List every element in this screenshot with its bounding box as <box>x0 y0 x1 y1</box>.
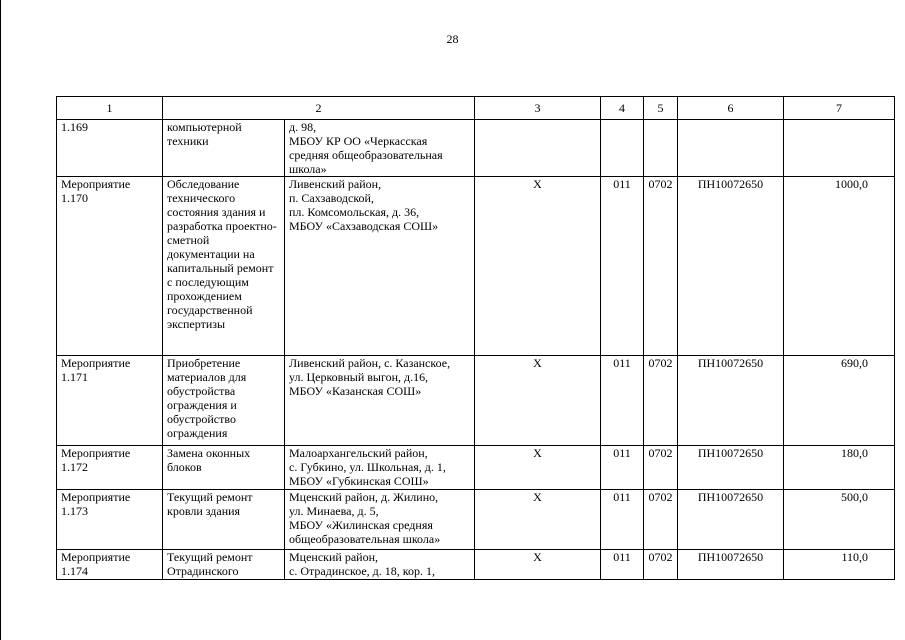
header-col-6: 6 <box>678 97 784 120</box>
table-row <box>57 356 895 446</box>
table-row <box>57 490 895 550</box>
row-col-4: 011 <box>601 177 644 356</box>
row-col-7: 180,0 <box>784 446 895 490</box>
row-col-5: 0702 <box>644 490 678 550</box>
row-col-6: ПН10072650 <box>678 356 784 446</box>
row-col-7: 1000,0 <box>784 177 895 356</box>
row-col-7: 500,0 <box>784 490 895 550</box>
measures-table <box>56 96 895 580</box>
row-col-6: ПН10072650 <box>678 490 784 550</box>
header-col-3: 3 <box>475 97 601 120</box>
row-col-4: 011 <box>601 550 644 580</box>
row-col-6: ПН10072650 <box>678 446 784 490</box>
page-left-edge <box>0 0 1 640</box>
row-name: Приобретение материалов для обустройства ограждения и обустройство ограждения <box>163 356 285 446</box>
table-row <box>57 120 895 177</box>
row-location: Ливенский район, п. Сахзаводской, пл. Комсомольская, д. 36, МБОУ «Сахзаводская СОШ» <box>285 177 475 356</box>
row-col-5 <box>644 120 678 177</box>
row-col-4: 011 <box>601 356 644 446</box>
row-id: Мероприятие 1.173 <box>57 490 163 550</box>
row-location: д. 98, МБОУ КР ОО «Черкасская средняя общеобразовательная школа» <box>285 120 475 177</box>
row-col-7: 110,0 <box>784 550 895 580</box>
row-col-5: 0702 <box>644 356 678 446</box>
row-name: Обследование технического состояния здания и разработка проектно-сметной документации на капитальный ремонт с последующим прохождением государственной экспертизы <box>163 177 285 356</box>
row-col-6: ПН10072650 <box>678 550 784 580</box>
row-col-6: ПН10072650 <box>678 177 784 356</box>
header-col-5: 5 <box>644 97 678 120</box>
row-col-3 <box>475 120 601 177</box>
page-number: 28 <box>446 32 459 46</box>
row-col-7 <box>784 120 895 177</box>
row-name: компьютерной техники <box>163 120 285 177</box>
row-col-6 <box>678 120 784 177</box>
row-id: Мероприятие 1.171 <box>57 356 163 446</box>
row-col-7: 690,0 <box>784 356 895 446</box>
header-col-4: 4 <box>601 97 644 120</box>
row-col-3: Х <box>475 446 601 490</box>
row-id: Мероприятие 1.170 <box>57 177 163 356</box>
row-name: Текущий ремонт Отрадинского <box>163 550 285 580</box>
header-col-1: 1 <box>57 97 163 120</box>
row-location: Малоархангельский район, с. Губкино, ул. Школьная, д. 1, МБОУ «Губкинская СОШ» <box>285 446 475 490</box>
header-col-7: 7 <box>784 97 895 120</box>
row-col-3: Х <box>475 550 601 580</box>
table-header-row <box>57 97 895 120</box>
row-col-5: 0702 <box>644 550 678 580</box>
row-col-4: 011 <box>601 446 644 490</box>
table-row <box>57 446 895 490</box>
row-name: Текущий ремонт кровли здания <box>163 490 285 550</box>
row-id: 1.169 <box>57 120 163 177</box>
row-col-3: Х <box>475 356 601 446</box>
row-name: Замена оконных блоков <box>163 446 285 490</box>
row-location: Мценский район, с. Отрадинское, д. 18, кор. 1, <box>285 550 475 580</box>
row-col-3: Х <box>475 490 601 550</box>
row-col-3: Х <box>475 177 601 356</box>
row-col-5: 0702 <box>644 446 678 490</box>
table-row <box>57 177 895 356</box>
row-id: Мероприятие 1.174 <box>57 550 163 580</box>
row-id: Мероприятие 1.172 <box>57 446 163 490</box>
row-col-4 <box>601 120 644 177</box>
row-location: Мценский район, д. Жилино, ул. Минаева, д. 5, МБОУ «Жилинская средняя общеобразовательная школа» <box>285 490 475 550</box>
header-col-2: 2 <box>163 97 475 120</box>
row-col-5: 0702 <box>644 177 678 356</box>
table-row <box>57 550 895 580</box>
row-location: Ливенский район, с. Казанское, ул. Церковный выгон, д.16, МБОУ «Казанская СОШ» <box>285 356 475 446</box>
row-col-4: 011 <box>601 490 644 550</box>
